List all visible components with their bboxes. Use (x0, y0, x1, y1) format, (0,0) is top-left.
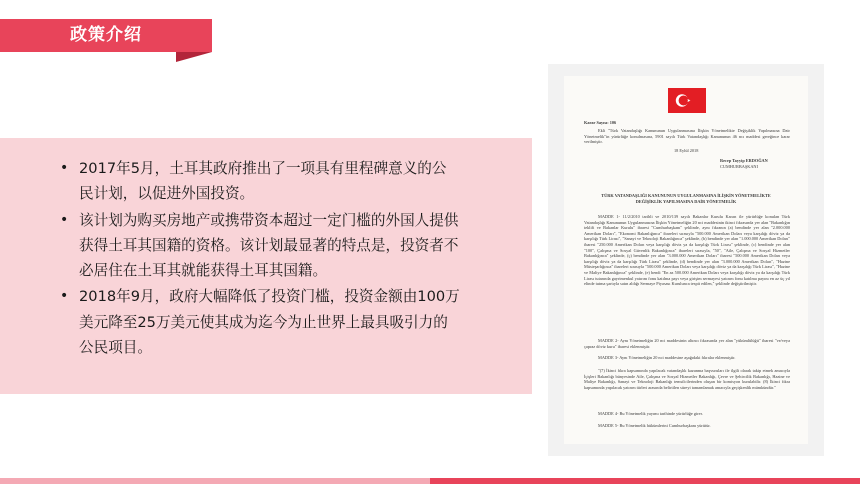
regulation-heading: TÜRK VATANDAŞLIĞI KANUNUNUN UYGULANMASINA İLİŞKİN YÖNETMELİKTE DEĞİŞİKLİK YAPILMASINA DAİR YÖNETMELİK (601, 193, 771, 204)
signer-name: Recep Tayyip ERDOĞAN (720, 158, 768, 163)
bottom-bar-light (0, 478, 430, 484)
article-3: MADDE 3- Aynı Yönetmeliğin 20 nci maddesine aşağıdaki fıkralar eklenmiştir. (598, 355, 736, 360)
turkey-flag-icon (668, 88, 706, 113)
bullet-item: • 2018年9月，政府大幅降低了投资门槛，投资金额由100万美元降至25万美元使其成为迄今为止世界上最具吸引力的公民项目。 (60, 284, 460, 360)
decision-intro: Ekli "Türk Vatandaşlığı Kanununun Uygulanmasına İlişkin Yönetmelikte Değişiklik Yapılmasına Dair Yönetmelik"in yürürlüğe konulmasına, 5901 sayılı Türk Vatandaşlığı Kanununun 46 ncı maddesi gereğince karar verilmiştir. (584, 128, 790, 145)
decision-date: 18 Eylül 2018 (674, 148, 699, 153)
signer-title: CUMHURBAŞKANI (720, 164, 758, 169)
bullet-item: • 2017年5月，土耳其政府推出了一项具有里程碑意义的公民计划，以促进外国投资。 (60, 156, 460, 207)
decision-number: Karar Sayısı: 106 (584, 120, 617, 125)
bullet-item: • 该计划为购买房地产或携带资本超过一定门槛的外国人提供获得土耳其国籍的资格。该计划最显著的特点是，投资者不必居住在土耳其就能获得土耳其国籍。 (60, 208, 460, 284)
article-4: MADDE 4- Bu Yönetmelik yayımı tarihinde yürürlüğe girer. (598, 411, 703, 416)
page-title: 政策介绍 (70, 25, 142, 45)
document-image (564, 76, 808, 444)
bottom-bar-accent (430, 478, 860, 484)
title-banner-fold (176, 52, 212, 62)
article-2: MADDE 2- Aynı Yönetmeliğin 20 nci maddesinin altıncı fıkrasında yer alan "yükümlülüğü" ibaresi "ve/veya çapraz döviz kuru" ibaresi eklenmiştir. (584, 338, 790, 349)
article-1: MADDE 1- 11/2/2010 tarihli ve 2010/139 sayılı Bakanlar Kurulu Kararı ile yürürlüğe konulan Türk Vatandaşlığı Kanununun Uygulanmasına İlişkin Yönetmeliğin 20 nci maddesinin ikinci fıkrasında yer alan "Bakanlığın teklifi ve Bakanlar Kurulu" ibaresi "Cumhurbaşkanı" şeklinde, aynı fıkranın (a) bendinde yer alan "2.000.000 Amerikan Doları", "Ekonomi Bakanlığınca" ibareleri sırasıyla "500.000 Amerikan Doları veya karşılığı döviz ya da karşılığı Türk Lirası", "Sanayi ve Teknoloji Bakanlığınca" şeklinde, (b) bendinde yer alan "1.000.000 Amerikan Doları" ibaresi "250.000 Amerikan Doları veya karşılığı döviz ya da karşılığı Türk Lirası" şeklinde, (c) bendinde yer alan "100", Çalışma ve Sosyal Güvenlik Bakanlığınca" ibareleri sırasıyla, "50", "Aile, Çalışma ve Sosyal Hizmetler Bakanlığınca" şeklinde, (ç) bendinde yer alan "3.000.000 Amerikan Doları" ibaresi "500.000 Amerikan Doları veya karşılığı döviz ya da karşılığı Türk Lirası" şeklinde, (d) bendinde yer alan "3.000.000 Amerikan Doları", "Hazine Müsteşarlığınca" ibareleri sırasıyla "500.000 Amerikan Doları veya karşılığı döviz ya da karşılığı Türk Lirası", "Hazine ve Maliye Bakanlığınca" şeklinde, (e) bendi "En az 500.000 Amerikan Doları veya karşılığı döviz ya da karşılığı Türk Lirası tutarında gayrimenkul yatırım fonu katılma payı veya girişim sermayesi yatırım fonu katılma payını en az üç yıl elinde tutma şartıyla satın aldığı Sermaye Piyasası Kurulunca tespit edilen," şeklinde değiştirilmiştir. (584, 214, 790, 287)
article-5: MADDE 5- Bu Yönetmelik hükümlerini Cumhurbaşkanı yürütür. (598, 423, 711, 428)
article-3-body: "(7) İkinci fıkra kapsamında yapılacak vatandaşlık kazanma başvuruları ile ilgili olarak takip etmek amacıyla İçişleri Bakanlığı bünyesinde Aile, Çalışma ve Sosyal Hizmetler Bakanlığı, Çevre ve Şehircilik Bakanlığı, Hazine ve Maliye Bakanlığı, Sanayi ve Teknoloji Bakanlığı temsilcilerinden oluşan bir komisyon kurulabilir. (8) İkinci fıkra kapsamında yapılacak yatırım türleri arasında belirtilen süreyi tamamlamak amacıyla geçişkenlik mümkündür." (584, 368, 790, 390)
bullet-list (60, 156, 460, 361)
